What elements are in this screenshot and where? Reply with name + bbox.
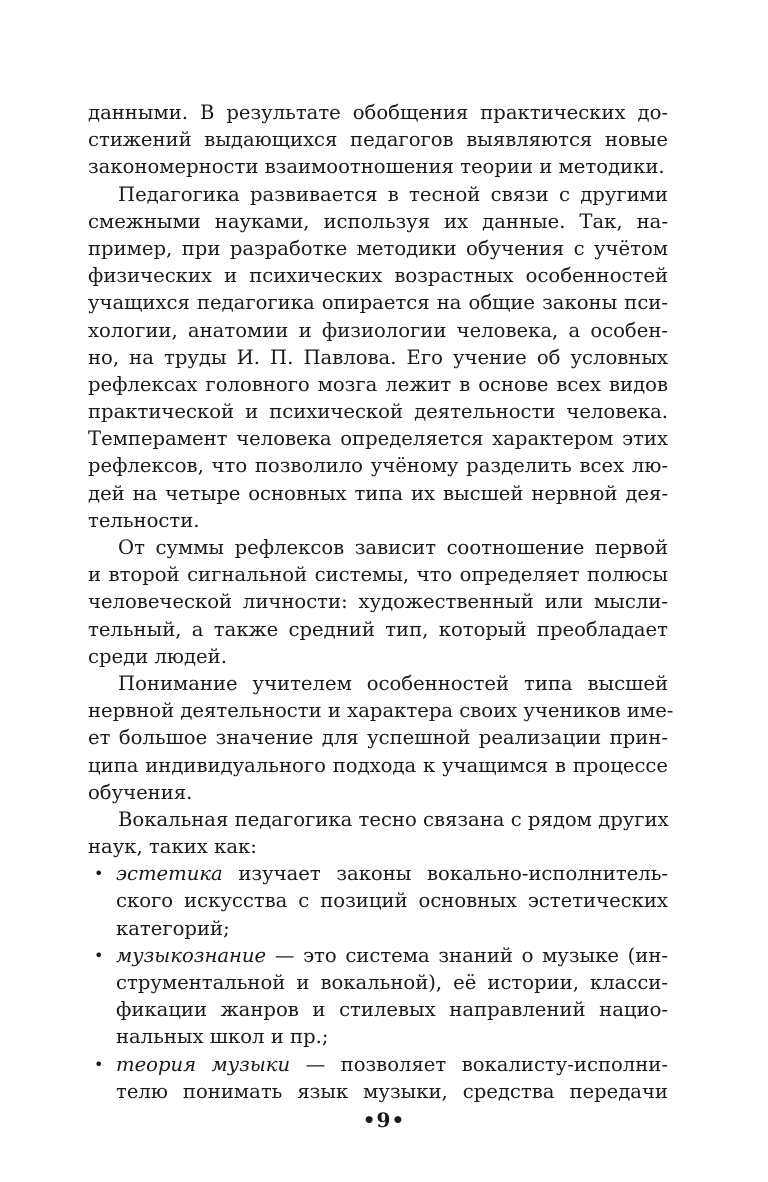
text-line: ского искусства с позиций основных эстетических — [116, 889, 668, 913]
paragraph-3 — [88, 534, 668, 670]
list-text: изучает законы вокально-исполнитель- — [222, 862, 668, 886]
science-list — [88, 860, 668, 1105]
text-line: и второй сигнальной системы, что определяет полюсы — [88, 563, 668, 587]
bullet-icon: • — [94, 945, 104, 965]
text-line: тельности. — [88, 508, 200, 532]
page-number: •9• — [362, 1108, 406, 1132]
bullet-icon: • — [94, 864, 104, 884]
text-line: хологии, анатомии и физиологии человека, а особен- — [88, 318, 668, 342]
text-line: ет большое значение для успешной реализации прин- — [88, 726, 668, 750]
text-line: Темперамент человека определяется характером этих — [88, 427, 668, 451]
text-line: струментальной и вокальной), её истории, класси- — [116, 971, 668, 994]
text-line: дей на четыре основных типа их высшей нервной дея- — [88, 481, 668, 505]
page-body — [88, 99, 674, 1105]
text-line: человеческой личности: художественный или мысли- — [88, 590, 668, 614]
list-term: музыкознание — [116, 943, 267, 967]
text-line: Педагогика развивается в тесной связи с другими — [118, 182, 668, 206]
text-line: телю понимать язык музыки, средства передачи — [116, 1079, 668, 1103]
text-line — [88, 860, 668, 887]
list-text: — это система знаний о музыке (ин- — [266, 943, 668, 967]
text-line: ципа индивидуального подхода к учащимся в процессе — [88, 753, 668, 777]
text-line: Понимание учителем особенностей типа высшей — [118, 671, 668, 695]
list-text: — позволяет вокалисту-исполни- — [290, 1052, 668, 1076]
text-line: обучения. — [88, 780, 193, 804]
list-term: теория музыки — [116, 1052, 291, 1076]
text-line: фикации жанров и стилевых направлений нацио- — [116, 998, 668, 1022]
text-line: физических и психических возрастных особенностей — [88, 264, 668, 288]
list-item — [88, 942, 668, 1051]
text-line: закономерности взаимоотношения теории и методики. — [88, 155, 665, 179]
paragraph-1 — [88, 99, 668, 181]
text-line: Вокальная педагогика тесно связана с рядом других — [118, 807, 669, 831]
text-line: среди людей. — [88, 644, 227, 668]
list-term: эстетика — [116, 862, 223, 886]
paragraph-2 — [88, 181, 668, 534]
text-line: рефлексов, что позволило учёному разделить всех лю- — [88, 454, 668, 478]
text-line: пример, при разработке методики обучения с учётом — [88, 236, 668, 260]
text-line — [88, 1051, 668, 1078]
text-line: учащихся педагогика опирается на общие законы пси- — [88, 291, 668, 315]
text-line: данными. В результате обобщения практических до- — [88, 101, 668, 124]
text-line: нальных школ и пр.; — [116, 1025, 329, 1049]
text-line: стижений выдающихся педагогов выявляются новые — [88, 128, 668, 152]
list-item — [88, 860, 668, 942]
text-line — [88, 942, 668, 969]
bullet-icon: • — [94, 1054, 104, 1074]
text-line: рефлексах головного мозга лежит в основе всех видов — [88, 372, 668, 396]
text-line: нервной деятельности и характера своих учеников име- — [88, 699, 674, 723]
text-line: От суммы рефлексов зависит соотношение первой — [118, 536, 668, 559]
paragraph-4 — [88, 670, 674, 806]
text-line: смежными науками, используя их данные. Так, на- — [88, 209, 668, 233]
paragraph-5 — [88, 806, 668, 860]
text-line: тельный, а также средний тип, который преобладает — [88, 617, 668, 641]
text-line: категорий; — [116, 916, 230, 940]
text-line: наук, таких как: — [88, 835, 257, 859]
list-item — [88, 1051, 668, 1105]
text-line: практической и психической деятельности человека. — [88, 400, 668, 424]
text-line: но, на труды И. П. Павлова. Его учение об условных — [88, 345, 668, 369]
